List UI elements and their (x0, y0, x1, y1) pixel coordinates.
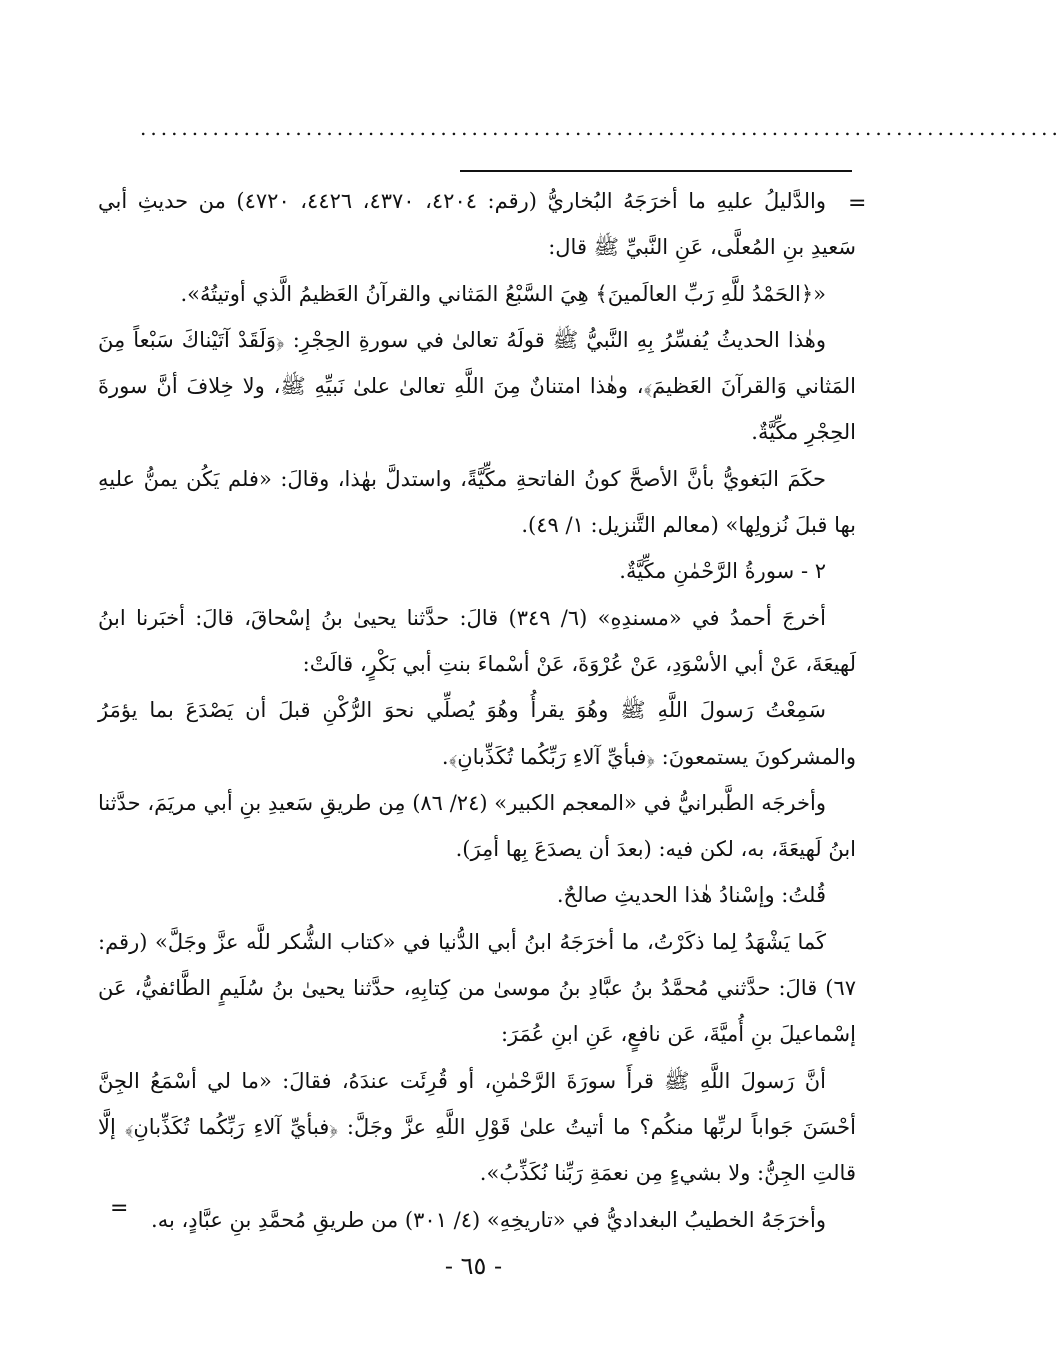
section-heading: ٢ - سورةُ الرَّحْمٰنِ مكِّيَّةٌ. (619, 559, 826, 584)
separator-dots: ......................................................................................... (140, 116, 1062, 140)
paragraph: وأخرجَه الطَّبرانيُّ في «المعجم الكبير» (٢٤/ ٨٦) مِن طريقِ سَعيدِ بنِ أبي مريَمَ، حدَّثنا ابنُ لَهيعَةَ، به، لكن فيه: (بعدَ أن يصدَعَ بِها أمِرَ). (98, 790, 856, 862)
page-number: - ٦٥ - (444, 1252, 503, 1280)
footnote-rule (460, 170, 852, 172)
paragraph: قُلتُ: وإسْنادُ هٰذا الحديثِ صالحٌ. (556, 883, 826, 908)
continuation-mark-top: = (848, 191, 867, 216)
paragraph: حكَمَ البَغويُّ بأنَّ الأصحَّ كونُ الفاتحةِ مكِّيَّةً، واستدلَّ بهٰذا، وقالَ: «فلم يَكُن يمنُّ عليهِ بها قبلَ نُزولِها» (معالم التَّنزيل: ١/ ٤٩). (98, 466, 856, 538)
quote-paragraph: سَمِعْتُ رَسولَ اللَّهِ ﷺ وهُوَ يقرأُ وهُوَ يُصلِّي نحوَ الرُّكْنِ قبلَ أن يَصْدَعَ بما يؤمَرُ والمشركونَ يستمعونَ: ﴿فبأيِّ آلاءِ رَبِّكُما تُكَذِّبانِ﴾. (98, 698, 856, 769)
quote-paragraph: «﴿الحَمْدُ للَّهِ رَبِّ العالَمينَ﴾ هِيَ السَّبْعُ المَثاني والقرآنُ العَظيمُ الَّذي أوتيتُهُ». (180, 281, 826, 306)
continuation-mark-bottom: = (110, 1196, 129, 1221)
footnote-body (98, 178, 856, 1243)
paragraph: كَما يَشْهَدُ لِما ذكَرْتُ، ما أخرَجَهُ ابنُ أبي الدُّنيا في «كتاب الشُّكر للَّه عزَّ وجَلَّ» (رقم: ٦٧) قالَ: حدَّثني مُحمَّدُ بنُ عبَّادِ بنُ موسىٰ من كِتابِهِ، حدَّثنا يحيىٰ بنُ سُلَيمٍ الطَّائفيُّ، عَن إسْماعيلَ بنِ أُميَّةَ، عَن نافعٍ، عَنِ ابنِ عُمَرَ: (98, 929, 856, 1047)
paragraph: وأخرَجَهُ الخطيبُ البغداديُّ في «تاريخِهِ» (٤/ ٣٠١) من طريقِ مُحمَّدِ بنِ عبَّادٍ، به. (151, 1207, 826, 1232)
paragraph: والدَّليلُ عليهِ ما أخرَجَهُ البُخاريُّ (رقم: ٤٢٠٤، ٤٣٧٠، ٤٤٢٦، ٤٧٢٠) من حديثِ أبي سَعيدِ بنِ المُعلَّى، عَنِ النَّبيِّ ﷺ قال: (98, 189, 856, 260)
paragraph: وهٰذا الحديثُ يُفسِّرُ بِهِ النَّبيُّ ﷺ قولَهُ تعالىٰ في سورةِ الحِجْرِ: ﴿وَلَقَدْ آتَيْناكَ سَبْعاً مِنَ المَثاني وَالقرآنَ العَظيمَ﴾، وهٰذا امتنانٌ مِنَ اللَّهِ تعالىٰ علىٰ نَبيِّهِ ﷺ، ولا خِلافَ أنَّ سورةَ الحِجْرِ مكِّيَّةٌ. (98, 327, 856, 445)
paragraph: أخرجَ أحمدُ في «مسندِهِ» (٦/ ٣٤٩) قالَ: حدَّثنا يحيىٰ بنُ إسْحاقَ، قالَ: أخبَرنا ابنُ لَهيعَةَ، عَنْ أبي الأسْوَدِ، عَنْ عُرْوَةَ، عَنْ أسْماءَ بنتِ أبي بَكْرٍ، قالَتْ: (98, 605, 856, 676)
quote-paragraph: أنَّ رَسولَ اللَّهِ ﷺ قرأَ سورَةَ الرَّحْمٰنِ، أو قُرِئَت عندَهُ، فقالَ: «ما لي أسْمَعُ الجِنَّ أحْسَنَ جَواباً لربِّها منكُم؟ ما أتيتُ علىٰ قَوْلِ اللَّهِ عزَّ وجَلَّ: ﴿فبأيِّ آلاءِ رَبِّكُما تُكَذِّبانِ﴾ إلَّا قالتِ الجِنُّ: ولا بشيءٍ مِن نعمَةِ رَبِّنا نُكَذِّبُ». (98, 1068, 856, 1186)
